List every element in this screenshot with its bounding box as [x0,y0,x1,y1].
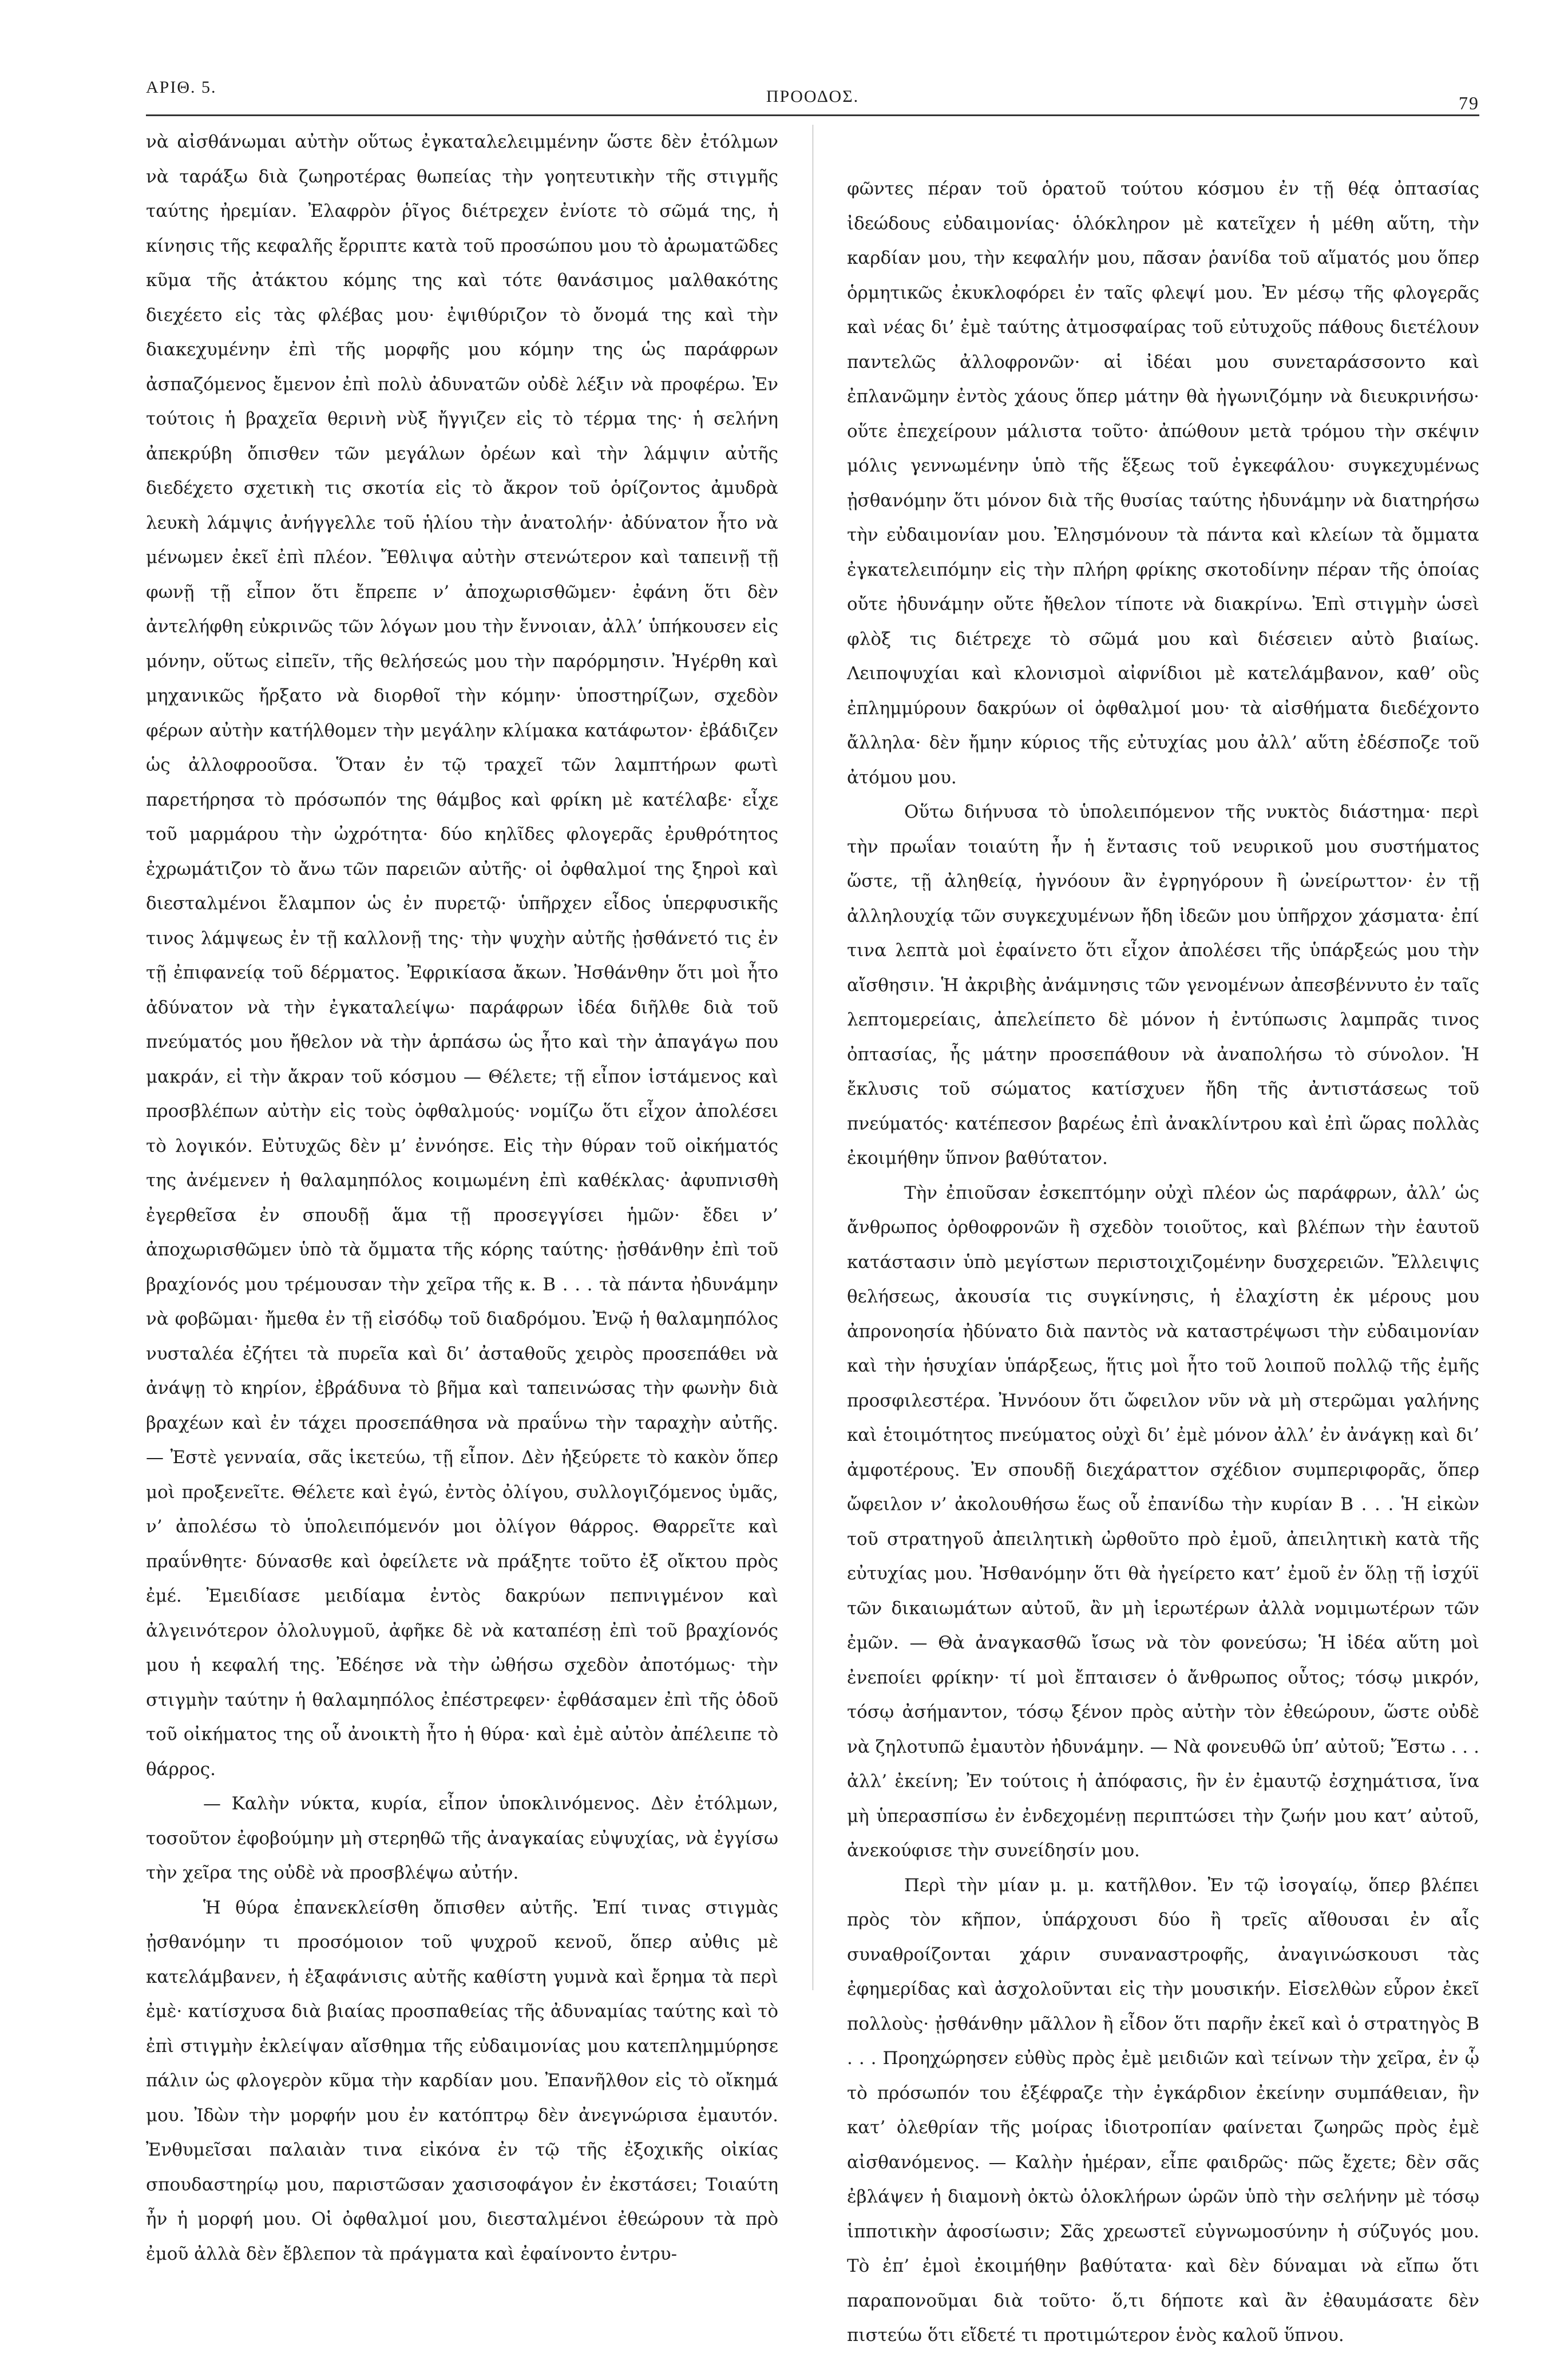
right-column [847,172,1479,2353]
journal-title: ΠΡΟΟΔΟΣ. [766,87,860,106]
paragraph: φῶντες πέραν τοῦ ὁρατοῦ τούτου κόσμου ἐν τῇ θέᾳ ὀπτασίας ἰδεώδους εὐδαιμονίας· ὁλόκληρον μὲ κατεῖχεν ἡ μέθη αὕτη, τὴν καρδίαν μου, τὴν κεφαλήν μου, πᾶσαν ῥανίδα τοῦ αἵματός μου ὅπερ ὁρμητικῶς ἐκυκλοφόρει ἐν ταῖς φλεψί μου. Ἐν μέσῳ τῆς φλογερᾶς καὶ νέας δι’ ἐμὲ ταύτης ἀτμοσφαίρας τοῦ εὐτυχοῦς πάθους διετέλουν παντελῶς ἀλλοφρονῶν· αἱ ἰδέαι μου συνεταράσσοντο καὶ ἐπλανῶμην ἐντὸς χάους ὅπερ μάτην θὰ ἠγωνιζόμην νὰ διευκρινήσω· οὕτε ἐπεχείρουν μάλιστα τοῦτο· ἀπώθουν μετὰ τρόμου τὴν σκέψιν μόλις γεννωμένην ὑπὸ τῆς ἕξεως τοῦ ἐγκεφάλου· συγκεχυμένως ᾐσθανόμην ὅτι μόνον διὰ τῆς θυσίας ταύτης ἠδυνάμην νὰ διατηρήσω τὴν εὐδαιμονίαν μου. Ἐλησμόνουν τὰ πάντα καὶ κλείων τὰ ὄμματα ἐγκατελειπόμην εἰς τὴν πλήρη φρίκης σκοτοδίνην πέραν τῆς ὁποίας οὔτε ἠδυνάμην οὔτε ἤθελον τίποτε νὰ διακρίνω. Ἐπὶ στιγμὴν ὡσεὶ φλὸξ τις διέτρεχε τὸ σῶμά μου καὶ διέσειεν αὐτὸ βιαίως. Λειποψυχίαι καὶ κλονισμοὶ αἰφνίδιοι μὲ κατελάμβανον, καθ’ οὓς ἐπλημμύρουν δακρύων οἱ ὀφθαλμοί μου· τὰ αἰσθήματα διεδέχοντο ἄλληλα· δὲν ἤμην κύριος τῆς εὐτυχίας μου ἀλλ’ αὕτη ἐδέσποζε τοῦ ἀτόμου μου. [847,179,1479,788]
text-columns [146,125,1479,2346]
paragraph: Ἡ θύρα ἐπανεκλείσθη ὄπισθεν αὐτῆς. Ἐπί τινας στιγμὰς ᾐσθανόμην τι προσόμοιον τοῦ ψυχροῦ κενοῦ, ὅπερ αὐθις μὲ κατελάμβανεν, ἡ ἐξαφάνισις αὐτῆς καθίστη γυμνὰ καὶ ἔρημα τὰ περὶ ἐμὲ· κατίσχυσα διὰ βιαίας προσπαθείας τῆς ἀδυναμίας ταύτης καὶ τὸ ἐπὶ στιγμὴν ἐκλείψαν αἴσθημα τῆς εὐδαιμονίας μου κατεπλημμύρησε πάλιν ὡς φλογερὸν κῦμα τὴν καρδίαν μου. Ἐπανῆλθον εἰς τὸ οἴκημά μου. Ἰδὼν τὴν μορφήν μου ἐν κατόπτρῳ δὲν ἀνεγνώρισα ἐμαυτόν. Ἐνθυμεῖσαι παλαιὰν τινα εἰκόνα ἐν τῷ τῆς ἐξοχικῆς οἰκίας σπουδαστηρίῳ μου, παριστῶσαν χασισοφάγον ἐν ἐκστάσει; Τοιαύτη ἦν ἡ μορφή μου. Οἱ ὀφθαλμοί μου, διεσταλμένοι ἐθεώρουν τὰ πρὸ ἐμοῦ ἀλλὰ δὲν ἔβλεπον τὰ πράγματα καὶ ἐφαίνοντο ἐντρυ- [146,1897,778,2264]
paragraph: — Καλὴν νύκτα, κυρία, εἶπον ὑποκλινόμενος. Δὲν ἐτόλμων, τοσοῦτον ἐφοβούμην μὴ στερηθῶ τῆς ἀναγκαίας εὐψυχίας, νὰ ἐγγίσω τὴν χεῖρα της οὐδὲ νὰ προσβλέψω αὐτήν. [146,1793,778,1883]
journal-page [146,68,1479,2346]
paragraph: Τὴν ἐπιοῦσαν ἐσκεπτόμην οὐχὶ πλέον ὡς παράφρων, ἀλλ’ ὡς ἄνθρωπος ὀρθοφρονῶν ἢ σχεδὸν τοιοῦτος, καὶ βλέπων τὴν ἑαυτοῦ κατάστασιν ὑπὸ μεγίστων περιστοιχιζομένην δυσχερειῶν. Ἔλλειψις θελήσεως, ἀκουσία τις συγκίνησις, ἡ ἐλαχίστη ἐκ μέρους μου ἀπρονοησία ἠδύνατο διὰ παντὸς νὰ καταστρέψωσι τὴν εὐδαιμονίαν καὶ τὴν ἡσυχίαν ὑπάρξεως, ἥτις μοὶ ἦτο τοῦ λοιποῦ πολλῷ τῆς ἐμῆς προσφιλεστέρα. Ἠννόουν ὅτι ὤφειλον νῦν νὰ μὴ στερῶμαι γαλήνης καὶ ἑτοιμότητος πνεύματος οὐχὶ δι’ ἐμὲ μόνον ἀλλ’ ἐν ἀνάγκῃ καὶ δι’ ἀμφοτέρους. Ἐν σπουδῇ διεχάραττον σχέδιον συμπεριφορᾶς, ὅπερ ὤφειλον ν’ ἀκολουθήσω ἕως οὗ ἐπανίδω τὴν κυρίαν Β . . . Ἡ εἰκὼν τοῦ στρατηγοῦ ἀπειλητικὴ ὠρθοῦτο πρὸ ἐμοῦ, ἀπειλητικὴ κατὰ τῆς εὐτυχίας μου. Ἠσθανόμην ὅτι θὰ ἠγείρετο κατ’ ἐμοῦ ἐν ὅλῃ τῇ ἰσχύϊ τῶν δικαιωμάτων αὐτοῦ, ἂν μὴ ἱερωτέρων ἀλλὰ νομιμωτέρων τῶν ἐμῶν. — Θὰ ἀναγκασθῶ ἴσως νὰ τὸν φονεύσω; Ἡ ἰδέα αὕτη μοὶ ἐνεποίει φρίκην· τί μοὶ ἔπταισεν ὁ ἄνθρωπος οὗτος; τόσῳ μικρόν, τόσῳ ἀσήμαντον, τόσῳ ξένον πρὸς αὐτὴν τὸν ἐθεώρουν, ὥστε οὐδὲ νὰ ζηλοτυπῶ ἐμαυτὸν ἠδυνάμην. — Νὰ φονευθῶ ὑπ’ αὐτοῦ; Ἔστω . . . ἀλλ’ ἐκείνη; Ἐν τούτοις ἡ ἀπόφασις, ἣν ἐν ἐμαυτῷ ἐσχημάτισα, ἵνα μὴ ὑπερασπίσω ἐν ἐνδεχομένῃ περιπτώσει τὴν ζωήν μου κατ’ αὐτοῦ, ἀνεκούφισε τὴν συνείδησίν μου. [847,1182,1479,1861]
paragraph: Οὕτω διήνυσα τὸ ὑπολειπόμενον τῆς νυκτὸς διάστημα· περὶ τὴν πρωΐαν τοιαύτη ἦν ἡ ἔντασις τοῦ νευρικοῦ μου συστήματος ὥστε, τῇ ἀληθείᾳ, ἠγνόουν ἂν ἐγρηγόρουν ἢ ὠνείρωττον· ἐν τῇ ἀλληλουχίᾳ τῶν συγκεχυμένων ἤδη ἰδεῶν μου ὑπῆρχον χάσματα· ἐπί τινα λεπτὰ μοὶ ἐφαίνετο ὅτι εἶχον ἀπολέσει τῆς ὑπάρξεώς μου τὴν αἴσθησιν. Ἡ ἀκριβὴς ἀνάμνησις τῶν γενομένων ἀπεσβέννυτο ἐν ταῖς λεπτομερείαις, ἀπελείπετο δὲ μόνον ἡ ἐντύπωσις λαμπρᾶς τινος ὀπτασίας, ἧς μάτην προσεπάθουν νὰ ἀναπολήσω τὸ σύνολον. Ἡ ἔκλυσις τοῦ σώματος κατίσχυεν ἤδη τῆς ἀντιστάσεως τοῦ πνεύματός· κατέπεσον βαρέως ἐπὶ ἀνακλίντρου καὶ ἐπὶ ὥρας πολλὰς ἐκοιμήθην ὕπνον βαθύτατον. [847,802,1479,1168]
left-column [146,125,778,2271]
header-rule [146,114,1479,116]
issue-label: ΑΡΙΘ. 5. [146,78,217,97]
paragraph: νὰ αἰσθάνωμαι αὐτὴν οὕτως ἐγκαταλελειμμένην ὥστε δὲν ἐτόλμων νὰ ταράξω διὰ ζωηροτέρας θωπείας τὴν γοητευτικὴν τῆς στιγμῆς ταύτης ἠρεμίαν. Ἐλαφρὸν ῥῖγος διέτρεχεν ἐνίοτε τὸ σῶμά της, ἡ κίνησις τῆς κεφαλῆς ἔρριπτε κατὰ τοῦ προσώπου μου τὸ ἀρωματῶδες κῦμα τῆς ἀτάκτου κόμης της καὶ τότε θανάσιμος μαλθακότης διεχέετο εἰς τὰς φλέβας μου· ἐψιθύριζον τὸ ὄνομά της καὶ τὴν διακεχυμένην ἐπὶ τῆς μορφῆς μου κόμην της ὡς παράφρων ἀσπαζόμενος ἔμενον ἐπὶ πολὺ ἀδυνατῶν οὐδὲ λέξιν νὰ προφέρω. Ἐν τούτοις ἡ βραχεῖα θερινὴ νὺξ ἤγγιζεν εἰς τὸ τέρμα της· ἡ σελήνη ἀπεκρύβη ὄπισθεν τῶν μεγάλων ὀρέων καὶ τὴν λάμψιν αὐτῆς διεδέχετο σχετικὴ τις σκοτία εἰς τὸ ἄκρον τοῦ ὁρίζοντος ἀμυδρὰ λευκὴ λάμψις ἀνήγγελλε τοῦ ἡλίου τὴν ἀνατολήν· ἀδύνατον ἦτο νὰ μένωμεν ἐκεῖ ἐπὶ πλέον. Ἔθλιψα αὐτὴν στενώτερον καὶ ταπεινῇ τῇ φωνῇ τῇ εἶπον ὅτι ἔπρεπε ν’ ἀποχωρισθῶμεν· ἐφάνη ὅτι δὲν ἀντελήφθη εὐκρινῶς τῶν λόγων μου τὴν ἔννοιαν, ἀλλ’ ὑπήκουσεν εἰς μόνην, οὕτως εἰπεῖν, τῆς θελήσεώς μου τὴν παρόρμησιν. Ἠγέρθη καὶ μηχανικῶς ἤρξατο νὰ διορθοῖ τὴν κόμην· ὑποστηρίζων, σχεδὸν φέρων αὐτὴν κατήλθομεν τὴν μεγάλην κλίμακα κατάφωτον· ἐβάδιζεν ὡς ἀλλοφροοῦσα. Ὅταν ἐν τῷ τραχεῖ τῶν λαμπτήρων φωτὶ παρετήρησα τὸ πρόσωπόν της θάμβος καὶ φρίκη μὲ κατέλαβε· εἶχε τοῦ μαρμάρου τὴν ὠχρότητα· δύο κηλῖδες φλογερᾶς ἐρυθρότητος ἐχρωμάτιζον τὸ ἄνω τῶν παρειῶν αὐτῆς· οἱ ὀφθαλμοί της ξηροὶ καὶ διεσταλμένοι ἔλαμπον ὡς ἐν πυρετῷ· ὑπῆρχεν εἶδος ὑπερφυσικῆς τινος λάμψεως ἐν τῇ καλλονῇ της· τὴν ψυχὴν αὐτῆς ᾐσθάνετό τις ἐν τῇ ἐπιφανείᾳ τοῦ δέρματος. Ἐφρικίασα ἄκων. Ἠσθάνθην ὅτι μοὶ ἦτο ἀδύνατον νὰ τὴν ἐγκαταλείψω· παράφρων ἰδέα διῆλθε διὰ τοῦ πνεύματός μου ἤθελον νὰ τὴν ἁρπάσω ὡς ἦτο καὶ τὴν ἀπαγάγω που μακράν, εἰ τὴν ἄκραν τοῦ κόσμου — Θέλετε; τῇ εἶπον ἱστάμενος καὶ προσβλέπων αὐτὴν εἰς τοὺς ὀφθαλμούς· νομίζω ὅτι εἶχον ἀπολέσει τὸ λογικόν. Εὐτυχῶς δὲν μ’ ἐννόησε. Εἰς τὴν θύραν τοῦ οἰκήματός της ἀνέμενεν ἡ θαλαμηπόλος κοιμωμένη ἐπὶ καθέκλας· ἀφυπνισθὴ ἐγερθεῖσα ἐν σπουδῇ ἅμα τῇ προσεγγίσει ἡμῶν· ἔδει ν’ ἀποχωρισθῶμεν ὑπὸ τὰ ὄμματα τῆς κόρης ταύτης· ᾐσθάνθην ἐπὶ τοῦ βραχίονός μου τρέμουσαν τὴν χεῖρα τῆς κ. Β . . . τὰ πάντα ἠδυνάμην νὰ φοβῶμαι· ἤμεθα ἐν τῇ εἰσόδῳ τοῦ διαδρόμου. Ἐνῷ ἡ θαλαμηπόλος νυσταλέα ἐζήτει τὰ πυρεῖα καὶ δι’ ἀσταθοῦς χειρὸς προσεπάθει νὰ ἀνάψῃ τὸ κηρίον, ἐβράδυνα τὸ βῆμα καὶ ταπεινώσας τὴν φωνὴν διὰ βραχέων καὶ ἐν τάχει προσεπάθησα νὰ πραΰνω τὴν ταραχὴν αὐτῆς. — Ἐστὲ γενναία, σᾶς ἱκετεύω, τῇ εἶπον. Δὲν ἠξεύρετε τὸ κακὸν ὅπερ μοὶ προξενεῖτε. Θέλετε καὶ ἐγώ, ἐντὸς ὀλίγου, συλλογιζόμενος ὑμᾶς, ν’ ἀπολέσω τὸ ὑπολειπόμενόν μοι ὀλίγον θάρρος. Θαρρεῖτε καὶ πραΰνθητε· δύνασθε καὶ ὀφείλετε νὰ πράξητε τοῦτο ἐξ οἴκτου πρὸς ἐμέ. Ἐμειδίασε μειδίαμα ἐντὸς δακρύων πεπνιγμένον καὶ ἀλγεινότερον ὀλολυγμοῦ, ἀφῆκε δὲ νὰ καταπέσῃ ἐπὶ τοῦ βραχίονός μου ἡ κεφαλή της. Ἐδέησε νὰ τὴν ὠθήσω σχεδὸν ἀποτόμως· τὴν στιγμὴν ταύτην ἡ θαλαμηπόλος ἐπέστρεφεν· ἐφθάσαμεν ἐπὶ τῆς ὁδοῦ τοῦ οἰκήματος της οὗ ἀνοικτὴ ἦτο ἡ θύρα· καὶ ἐμὲ αὐτὸν ἀπέλειπε τὸ θάρρος. [146,132,778,1780]
paragraph: Περὶ τὴν μίαν μ. μ. κατῆλθον. Ἐν τῷ ἰσογαίῳ, ὅπερ βλέπει πρὸς τὸν κῆπον, ὑπάρχουσι δύο ἢ τρεῖς αἴθουσαι ἐν αἷς συναθροίζονται χάριν συναναστροφῆς, ἀναγινώσκουσι τὰς ἐφημερίδας καὶ ἀσχολοῦνται εἰς τὴν μουσικήν. Εἰσελθὼν εὗρον ἐκεῖ πολλοὺς· ᾐσθάνθην μᾶλλον ἢ εἶδον ὅτι παρῆν ἐκεῖ καὶ ὁ στρατηγὸς Β . . . Προηχώρησεν εὐθὺς πρὸς ἐμὲ μειδιῶν καὶ τείνων τὴν χεῖρα, ἐν ᾧ τὸ πρόσωπόν του ἐξέφραζε τὴν ἐγκάρδιον ἐκείνην συμπάθειαν, ἣν κατ’ ὀλεθρίαν τῆς μοίρας ἰδιοτροπίαν φαίνεται ζωηρῶς πρὸς ἐμὲ αἰσθανόμενος. — Καλὴν ἡμέραν, εἶπε φαιδρῶς· πῶς ἔχετε; δὲν σᾶς ἐβλάψεν ἡ διαμονὴ ὀκτὼ ὁλοκλήρων ὡρῶν ὑπὸ τὴν σελήνην μὲ τόσῳ ἱπποτικὴν ἀφοσίωσιν; Σᾶς χρεωστεῖ εὐγνωμοσύνην ἡ σύζυγός μου. Τὸ ἐπ’ ἐμοὶ ἐκοιμήθην βαθύτατα· καὶ δὲν δύναμαι νὰ εἴπω ὅτι παραπονοῦμαι διὰ τοῦτο· ὅ,τι δήποτε καὶ ἂν ἐθαυμάσατε δὲν πιστεύω ὅτι εἴδετέ τι προτιμώτερον ἑνὸς καλοῦ ὕπνου. [847,1875,1479,2346]
page-number: 79 [1459,93,1479,113]
running-head [146,68,1479,117]
